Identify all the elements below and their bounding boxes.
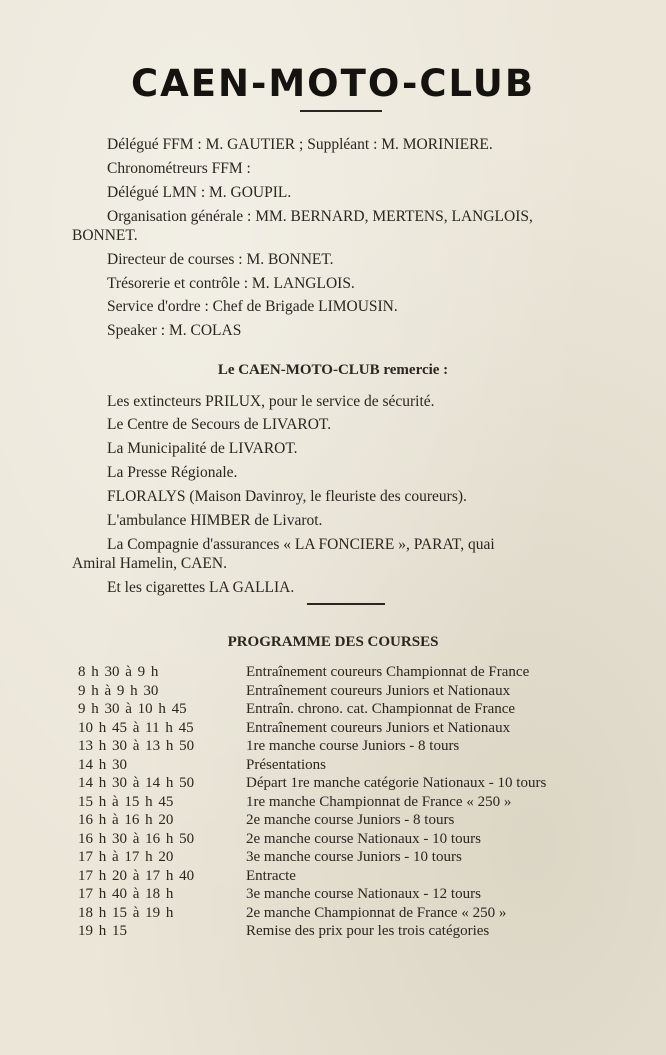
schedule-row [78,719,638,737]
thanks-line: La Compagnie d'assurances « LA FONCIERE », PARAT, quai [107,536,495,553]
schedule-time: 18 h 15 à 19 h [78,904,174,921]
schedule-time: 16 h 30 à 16 h 50 [78,830,195,847]
schedule-time: 9 h 30 à 10 h 45 [78,701,187,717]
schedule-time: 14 h 30 à 14 h 50 [78,775,195,791]
schedule-event: 2e manche Championnat de France « 250 » [246,904,507,921]
schedule-time: 17 h 40 à 18 h [78,886,174,902]
schedule-time: 13 h 30 à 13 h 50 [78,738,195,754]
schedule-row [78,904,638,922]
official-line: Directeur de courses : M. BONNET. [107,251,334,268]
thanks-line: Et les cigarettes LA GALLIA. [107,579,295,596]
schedule-event: 2e manche course Nationaux - 10 tours [246,830,481,847]
schedule-event: Entraînement coureurs Juniors et Nationaux [246,682,511,699]
official-line: Chronométreurs FFM : [107,160,251,177]
schedule-row [78,811,638,829]
schedule-row [78,737,638,755]
schedule-time: 14 h 30 [78,756,127,773]
schedule-row [78,848,638,866]
schedule-event: Entraîn. chrono. cat. Championnat de France [246,701,516,717]
official-line: Speaker : M. COLAS [107,322,242,339]
schedule-row [78,700,638,718]
thanks-line: Les extincteurs PRILUX, pour le service de sécurité. [107,393,435,410]
schedule-event: Entraînement coureurs Juniors et Nationaux [246,719,511,736]
schedule-time: 17 h 20 à 17 h 40 [78,867,195,884]
schedule-event: 1re manche Championnat de France « 250 » [246,793,512,810]
schedule-row [78,885,638,903]
schedule-row [78,663,638,681]
schedule-time: 9 h à 9 h 30 [78,682,159,699]
schedule-row [78,867,638,885]
schedule-event: Présentations [246,756,326,773]
schedule-time: 15 h à 15 h 45 [78,793,174,810]
programme-heading: PROGRAMME DES COURSES [227,634,439,650]
schedule-row [78,682,638,700]
official-line: Organisation générale : MM. BERNARD, MERTENS, LANGLOIS, [107,208,533,225]
schedule-row [78,793,638,811]
page-title: CAEN-MOTO-CLUB [130,62,536,105]
thanks-line: L'ambulance HIMBER de Livarot. [107,512,323,529]
official-line: BONNET. [72,227,138,244]
schedule-event: 2e manche course Juniors - 8 tours [246,812,455,828]
title-divider [300,110,382,112]
schedule-event: Départ 1re manche catégorie Nationaux - 10 tours [246,775,547,791]
schedule-event: Entraînement coureurs Championnat de France [246,664,530,680]
official-line: Délégué LMN : M. GOUPIL. [107,184,292,201]
schedule-row [78,922,638,940]
official-line: Délégué FFM : M. GAUTIER ; Suppléant : M. MORINIERE. [107,136,493,153]
schedule-event: Entracte [246,867,296,884]
schedule-event: 3e manche course Juniors - 10 tours [246,849,462,865]
official-line: Trésorerie et contrôle : M. LANGLOIS. [107,275,355,292]
schedule-event: Remise des prix pour les trois catégories [246,923,490,939]
schedule-event: 1re manche course Juniors - 8 tours [246,738,460,754]
official-line: Service d'ordre : Chef de Brigade LIMOUSIN. [107,298,398,315]
section-divider [307,603,385,605]
schedule-row [78,774,638,792]
schedule-time: 10 h 45 à 11 h 45 [78,719,194,736]
thanks-heading: Le CAEN-MOTO-CLUB remercie : [217,362,449,378]
schedule-time: 16 h à 16 h 20 [78,812,174,828]
schedule-time: 19 h 15 [78,923,127,939]
schedule-row [78,756,638,774]
schedule-time: 17 h à 17 h 20 [78,849,174,865]
thanks-line: La Municipalité de LIVAROT. [107,440,298,457]
thanks-line: Amiral Hamelin, CAEN. [72,555,227,572]
thanks-line: FLORALYS (Maison Davinroy, le fleuriste des coureurs). [107,488,467,505]
thanks-line: La Presse Régionale. [107,464,238,481]
schedule-row [78,830,638,848]
schedule-time: 8 h 30 à 9 h [78,664,159,680]
thanks-line: Le Centre de Secours de LIVAROT. [107,416,332,433]
schedule-event: 3e manche course Nationaux - 12 tours [246,886,481,902]
